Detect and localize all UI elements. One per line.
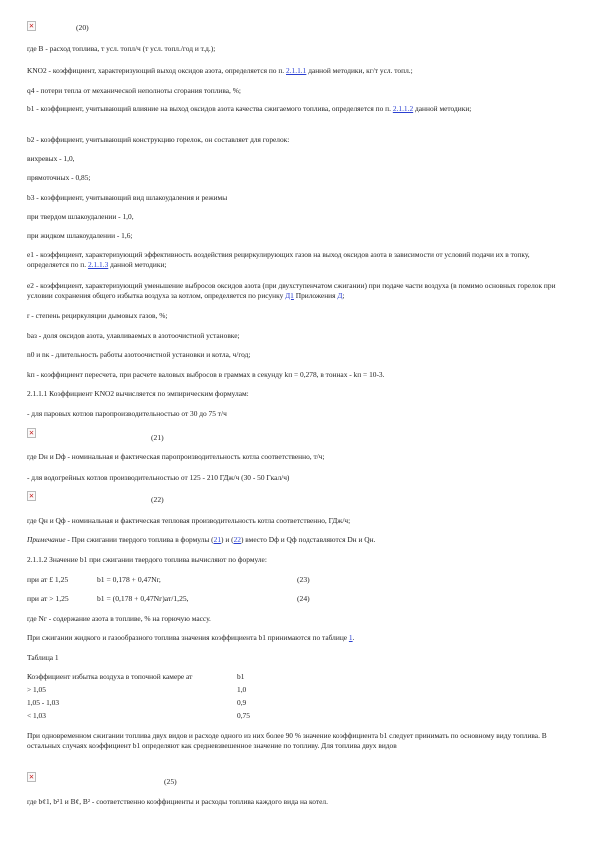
para-vihrevyh: вихревых - 1,0,	[27, 154, 75, 163]
equation-number-24: (24)	[297, 594, 310, 603]
para-liquid-text: При сжигании жидкого и газообразного топлива значения коэффициента b1 принимаются по таблице	[27, 633, 349, 642]
para-steam-boilers: - для паровых котлов паропроизводительностью от 30 до 75 т/ч	[27, 409, 227, 418]
para-kno2	[27, 66, 565, 76]
note-label: Примечание	[27, 535, 66, 544]
formula-image-icon	[27, 428, 36, 438]
link-d1[interactable]: Д1	[285, 290, 294, 300]
para-e1-text: e1 - коэффициент, характеризующий эффективность воздействия рециркулирующих газов на выход оксидов азота в зависимости от условий подачи их в топку, определяется по п.	[27, 250, 530, 269]
para-kp: kп - коэффициент пересчета, при расчете валовых выбросов в граммах в секунду kп = 0,278, в тоннах - kп = 10-3.	[27, 370, 385, 379]
para-liquid-tail: .	[352, 633, 355, 642]
link-2-1-1-2[interactable]: 2.1.1.2	[392, 104, 414, 113]
equation-number-25: (25)	[164, 777, 177, 786]
para-liquid-fuel	[27, 633, 565, 643]
para-e2-tail: ;	[342, 290, 345, 300]
formula-image-icon	[27, 21, 36, 31]
para-r: r - степень рециркуляции дымовых газов, %;	[27, 311, 168, 320]
formula-24: b1 = (0,178 + 0,47Nг)ат/1,25,	[97, 594, 189, 603]
table-row	[27, 711, 327, 724]
equation-number-21: (21)	[151, 433, 164, 442]
para-tverd: при твердом шлакоудалении - 1,0,	[27, 212, 134, 221]
para-where-b: где В - расход топлива, т усл. топл/ч (т усл. топл./год и т.д.);	[27, 44, 216, 53]
para-2-1-1-1: 2.1.1.1 Коэффициент KNO2 вычисляется по эмпирическим формулам:	[27, 389, 249, 398]
coefficient-table	[27, 672, 327, 724]
para-dn: где Dн и Dф - номинальная и фактическая паропроизводительность котла соответственно, т/ч;	[27, 452, 325, 461]
para-two-fuels: При одновременном сжигании топлива двух видов и расходе одного из них более 90 % значение коэффициента b1 следует принимать по основному виду топлива. В остальных случаях коэффициент b1 определяют как средневзвешенное значение по топливу. Для топлива двух видов	[27, 731, 547, 750]
para-kno2-text: KNO2 - коэффициент, характеризующий выход оксидов азота, определяется по п.	[27, 66, 287, 75]
para-last: где b¢1, b²1 и B¢, B² - соответственно коэффициенты и расходы топлива каждого вида на котел.	[27, 797, 328, 806]
formula-23: b1 = 0,178 + 0,47Nг,	[97, 575, 161, 584]
note-tail: ) вместо Dф и Qф подставляются Dн и Qн.	[240, 535, 376, 544]
para-b1	[27, 104, 565, 114]
para-kno2-tail: данной методики, кг/т усл. топл.;	[306, 66, 413, 75]
note-text: - При сжигании твердого топлива в формулы (	[65, 535, 214, 544]
para-e1-tail: данной методики;	[108, 259, 167, 269]
equation-number-23: (23)	[297, 575, 310, 584]
table-cell: 0,9	[237, 698, 247, 707]
link-eq-21[interactable]: 21	[213, 535, 222, 544]
link-2-1-1-1[interactable]: 2.1.1.1	[286, 66, 307, 75]
link-appendix-d[interactable]: Д	[337, 290, 343, 300]
table-cell: 1,05 - 1,03	[27, 698, 60, 707]
para-e2	[27, 281, 565, 301]
para-b1-text: b1 - коэффициент, учитывающий влияние на выход оксидов азота качества сжигаемого топлива, определяется по п.	[27, 104, 393, 113]
para-2-1-1-2: 2.1.1.2 Значение b1 при сжигании твердого топлива вычисляют по формуле:	[27, 555, 267, 564]
equation-number-20: (20)	[76, 23, 89, 32]
table-cell: 0,75	[237, 711, 250, 720]
para-e2-text: e2 - коэффициент, характеризующий уменьшение выбросов оксидов азота (при двухступенчатом сжигании) при подаче части воздуха (в помимо основных горелок при условии сохранения общего избытка воздуха за котлом, определяется по рисунку	[27, 281, 556, 300]
para-bhaz: bаз - доля оксидов азота, улавливаемых в азотоочистной установке;	[27, 331, 240, 340]
formula-24-condition: при ат > 1,25	[27, 594, 69, 603]
table-row	[27, 698, 327, 711]
table-cell: < 1,03	[27, 711, 46, 720]
equation-number-22: (22)	[151, 495, 164, 504]
link-eq-22[interactable]: 22	[233, 535, 241, 544]
formula-23-condition: при ат £ 1,25	[27, 575, 69, 584]
para-e1	[27, 250, 565, 270]
link-2-1-1-3[interactable]: 2.1.1.3	[87, 259, 109, 269]
para-zhidk: при жидком шлакоудалении - 1,6;	[27, 231, 133, 240]
table-header-cell: b1	[237, 672, 245, 681]
table-header-row	[27, 672, 327, 685]
table-header-cell: Коэффициент избытка воздуха в топочной камере ат	[27, 672, 193, 681]
table-cell: 1,0	[237, 685, 247, 694]
note-mid: ) и (	[221, 535, 234, 544]
para-b3: b3 - коэффициент, учитывающий вид шлакоудаления и режимы	[27, 193, 228, 202]
para-e2-mid: Приложения	[293, 290, 338, 300]
para-n0: n0 и nк - длительность работы азотоочистной установки и котла, ч/год;	[27, 350, 251, 359]
formula-image-icon	[27, 491, 36, 501]
para-note	[27, 535, 565, 545]
para-qn: где Qн и Qф - номинальная и фактическая тепловая производительность котла соответственно, ГДж/ч;	[27, 516, 351, 525]
table-row	[27, 685, 327, 698]
link-table-1[interactable]: 1	[348, 633, 353, 642]
para-pryamotochnyh: прямоточных - 0,85;	[27, 173, 91, 182]
para-water-boilers: - для водогрейных котлов производительностью от 125 - 210 ГДж/ч (30 - 50 Гкал/ч)	[27, 473, 290, 482]
para-b2: b2 - коэффициент, учитывающий конструкцию горелок, он составляет для горелок:	[27, 135, 290, 144]
para-q4: q4 - потери тепла от механической неполноты сгорания топлива, %;	[27, 86, 241, 95]
formula-image-icon	[27, 772, 36, 782]
table-cell: > 1,05	[27, 685, 46, 694]
para-ng: где Nг - содержание азота в топливе, % на горючую массу.	[27, 614, 211, 623]
para-b1-tail: данной методики;	[413, 104, 472, 113]
table-caption: Таблица 1	[27, 653, 59, 662]
